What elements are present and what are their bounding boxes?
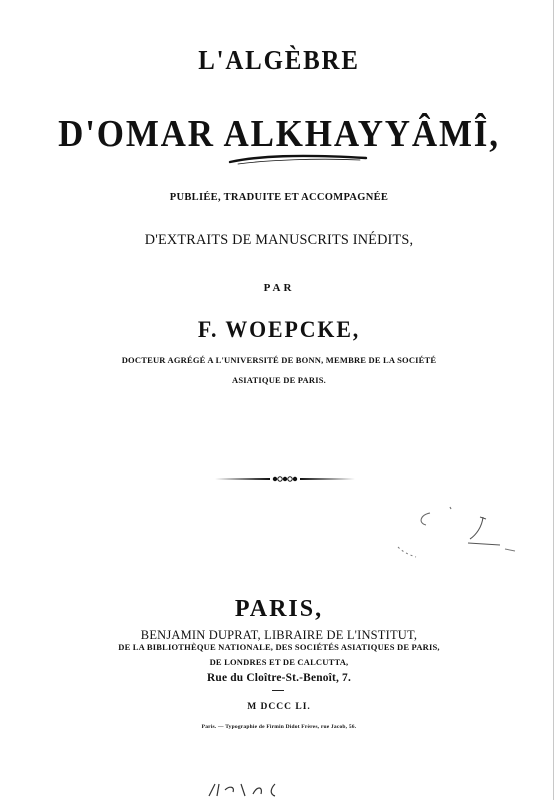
publication-year: M DCCC LI. bbox=[247, 702, 311, 712]
publisher-address: Rue du Cloître-St.-Benoît, 7. bbox=[206, 670, 351, 684]
title-line-2: D'OMAR ALKHAYYÂMÎ, bbox=[58, 113, 500, 155]
page-edge-shadow bbox=[553, 0, 554, 800]
byline-par: PAR bbox=[263, 282, 295, 294]
author-name: F. WOEPCKE, bbox=[197, 317, 361, 342]
divider-ornament bbox=[215, 474, 355, 484]
author-credentials-line-2: ASIATIQUE DE PARIS. bbox=[232, 375, 326, 385]
imprint-city: PARIS, bbox=[234, 596, 324, 622]
subtitle-line-1: PUBLIÉE, TRADUITE ET ACCOMPAGNÉE bbox=[169, 192, 389, 203]
author-credentials-line-1: DOCTEUR AGRÉGÉ A L'UNIVERSITÉ DE BONN, MEMBRE DE LA SOCIÉTÉ bbox=[121, 355, 437, 365]
title-underline-flourish bbox=[228, 152, 368, 166]
title-line-1: L'ALGÈBRE bbox=[198, 45, 360, 75]
publisher-line-3: DE LONDRES ET DE CALCUTTA, bbox=[209, 657, 349, 667]
short-rule-divider bbox=[272, 690, 284, 691]
subtitle-line-2: D'EXTRAITS DE MANUSCRITS INÉDITS, bbox=[144, 232, 414, 248]
publisher-line-1: BENJAMIN DUPRAT, LIBRAIRE DE L'INSTITUT, bbox=[140, 627, 418, 642]
printer-colophon: Paris. — Typographie de Firmin Didot Frères, rue Jacob, 56. bbox=[201, 724, 357, 730]
handwritten-pencil-marks bbox=[390, 505, 525, 565]
publisher-line-2: DE LA BIBLIOTHÈQUE NATIONALE, DES SOCIÉTÉS ASIATIQUES DE PARIS, bbox=[118, 642, 440, 652]
handwritten-shelf-mark bbox=[205, 780, 315, 800]
